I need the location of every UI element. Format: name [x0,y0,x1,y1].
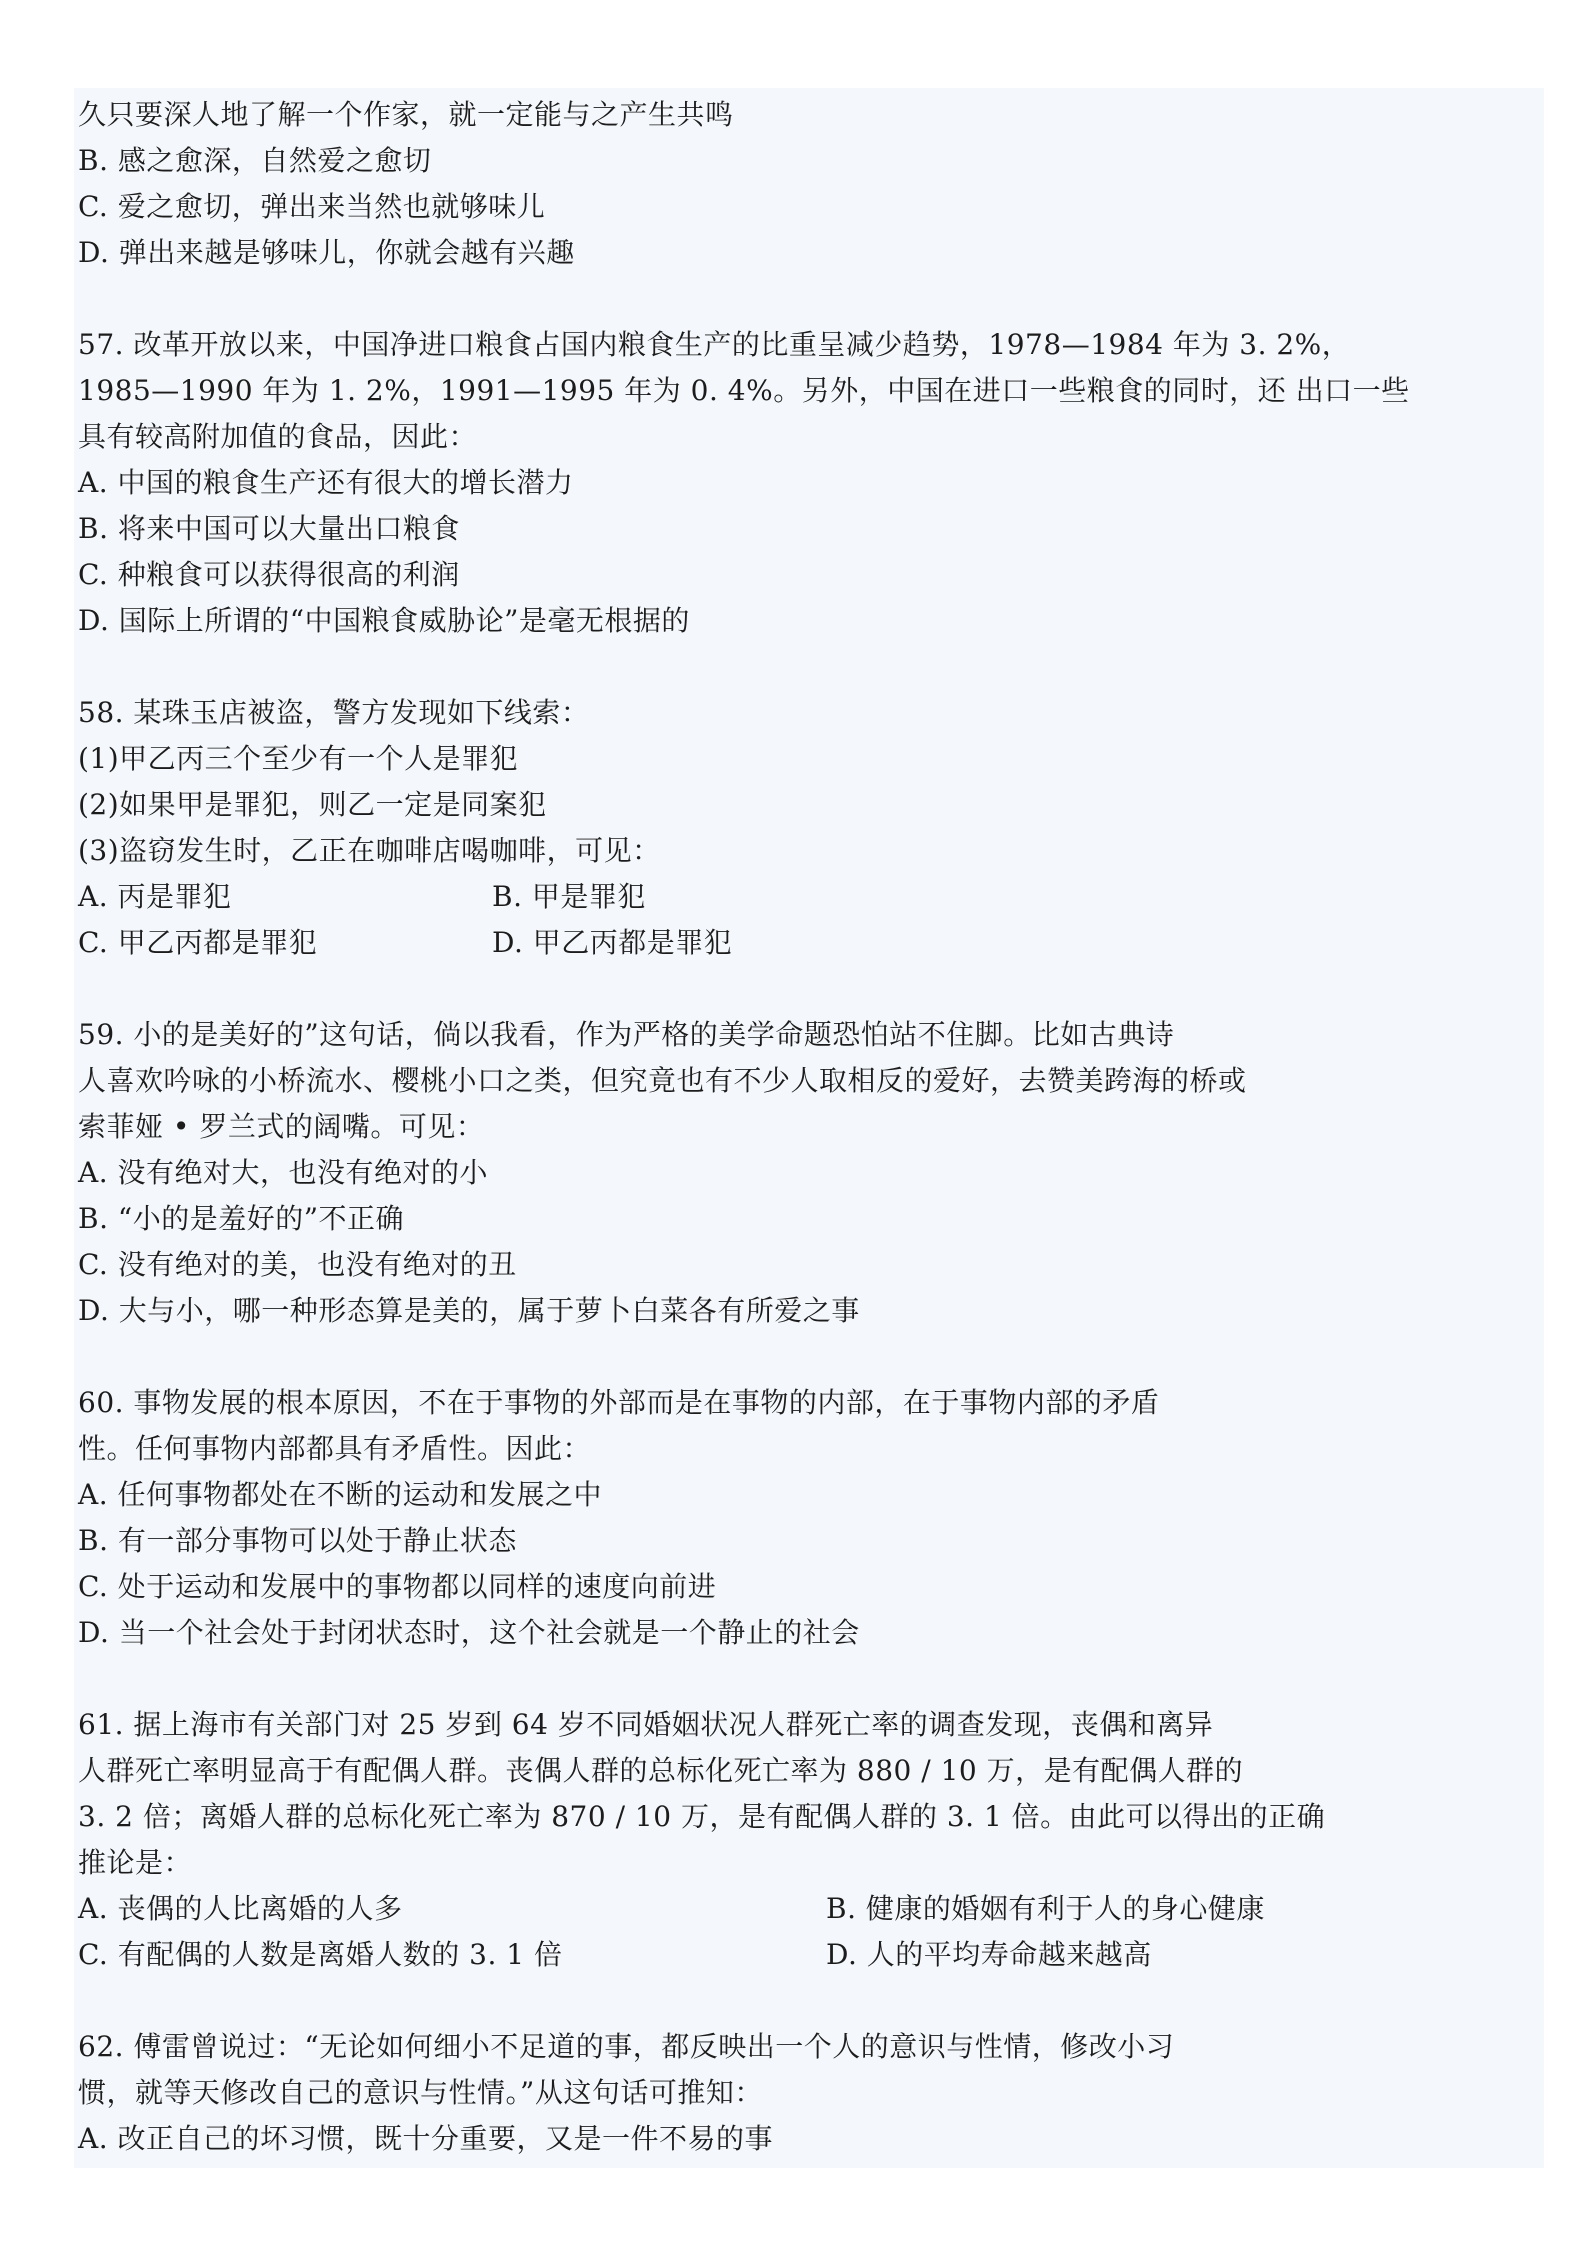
option-b: B. 感之愈深，自然爱之愈切 [78,144,432,177]
clue-line: (1)甲乙丙三个至少有一个人是罪犯 [78,742,519,775]
option-a: A. 改正自己的坏习惯，既十分重要，又是一件不易的事 [78,2122,774,2155]
option-a: A. 丧偶的人比离婚的人多 [78,1892,403,1925]
question-58 [78,690,1538,966]
clue-line: (2)如果甲是罪犯，则乙一定是同案犯 [78,788,547,821]
option-c: C. 爱之愈切，弹出来当然也就够味儿 [78,190,546,223]
option-c: C. 有配偶的人数是离婚人数的 3. 1 倍 [78,1938,563,1971]
clue-line: (3)盗窃发生时，乙正在咖啡店喝咖啡，可见： [78,834,661,867]
option-a: A. 任何事物都处在不断的运动和发展之中 [78,1478,603,1511]
question-stem-line: 惯，就等天修改自己的意识与性情。”从这句话可推知： [78,2076,763,2109]
question-spacer [78,1334,1538,1380]
question-stem-line: 57. 改革开放以来，中国净进口粮食占国内粮食生产的比重呈减少趋势，1978—1984 年为 3. 2%， [78,328,1351,361]
option-a: A. 没有绝对大，也没有绝对的小 [78,1156,489,1189]
option-d: D. 弹出来越是够味儿，你就会越有兴趣 [78,236,575,269]
question-spacer [78,1656,1538,1702]
option-b: B. “小的是羞好的”不正确 [78,1202,405,1235]
option-b: B. 将来中国可以大量出口粮食 [78,512,460,545]
question-stem-line: 1985—1990 年为 1. 2%，1991—1995 年为 0. 4%。另外，中国在进口一些粮食的同时，还 出口一些 [78,374,1410,407]
question-spacer [78,276,1538,322]
question-stem-line: 性。任何事物内部都具有矛盾性。因此： [78,1432,592,1465]
exam-page [78,92,1538,2162]
question-stem-line: 人喜欢吟咏的小桥流水、樱桃小口之类，但究竟也有不少人取相反的爱好，去赞美跨海的桥或 [78,1064,1247,1097]
question-spacer [78,1978,1538,2024]
option-b: B. 有一部分事物可以处于静止状态 [78,1524,517,1557]
option-d: D. 国际上所谓的“中国粮食威胁论”是毫无根据的 [78,604,690,637]
question-60 [78,1380,1538,1656]
option-c: C. 处于运动和发展中的事物都以同样的速度向前进 [78,1570,717,1603]
option-a: A. 中国的粮食生产还有很大的增长潜力 [78,466,574,499]
options-row [78,874,1538,920]
question-57 [78,322,1538,644]
options-row [78,920,1538,966]
option-d: D. 甲乙丙都是罪犯 [492,926,733,959]
question-stem-line: 推论是： [78,1846,193,1879]
question-stem-line: 61. 据上海市有关部门对 25 岁到 64 岁不同婚姻状况人群死亡率的调查发现，丧偶和离异 [78,1708,1214,1741]
question-stem-line: 59. 小的是美好的”这句话，倘以我看，作为严格的美学命题恐怕站不住脚。比如古典诗 [78,1018,1175,1051]
question-56-tail [78,92,1538,276]
question-stem-line: 人群死亡率明显高于有配偶人群。丧偶人群的总标化死亡率为 880 / 10 万，是有配偶人群的 [78,1754,1244,1787]
option-b: B. 健康的婚姻有利于人的身心健康 [826,1892,1265,1925]
question-spacer [78,644,1538,690]
question-stem-line: 60. 事物发展的根本原因，不在于事物的外部而是在事物的内部，在于事物内部的矛盾 [78,1386,1160,1419]
question-stem-line: 索菲娅 • 罗兰式的阔嘴。可见： [78,1110,485,1143]
question-stem-line: 3. 2 倍；离婚人群的总标化死亡率为 870 / 10 万，是有配偶人群的 3. 1 倍。由此可以得出的正确 [78,1800,1326,1833]
question-stem-line: 58. 某珠玉店被盗，警方发现如下线索： [78,696,590,729]
options-row [78,1932,1538,1978]
question-stem-line: 62. 傅雷曾说过：“无论如何细小不足道的事，都反映出一个人的意识与性情，修改小习 [78,2030,1175,2063]
option-d: D. 大与小，哪一种形态算是美的，属于萝卜白菜各有所爱之事 [78,1294,860,1327]
question-62 [78,2024,1538,2162]
question-stem-line: 具有较高附加值的食品，因此： [78,420,478,453]
option-d: D. 人的平均寿命越来越高 [826,1938,1152,1971]
option-d: D. 当一个社会处于封闭状态时，这个社会就是一个静止的社会 [78,1616,860,1649]
options-row [78,1886,1538,1932]
question-stem-line: 久只要深人地了解一个作家，就一定能与之产生共鸣 [78,98,734,131]
question-61 [78,1702,1538,1978]
option-c: C. 种粮食可以获得很高的利润 [78,558,460,591]
option-b: B. 甲是罪犯 [492,880,646,913]
option-c: C. 没有绝对的美，也没有绝对的丑 [78,1248,517,1281]
question-59 [78,1012,1538,1334]
question-spacer [78,966,1538,1012]
option-c: C. 甲乙丙都是罪犯 [78,926,318,959]
option-a: A. 丙是罪犯 [78,880,232,913]
